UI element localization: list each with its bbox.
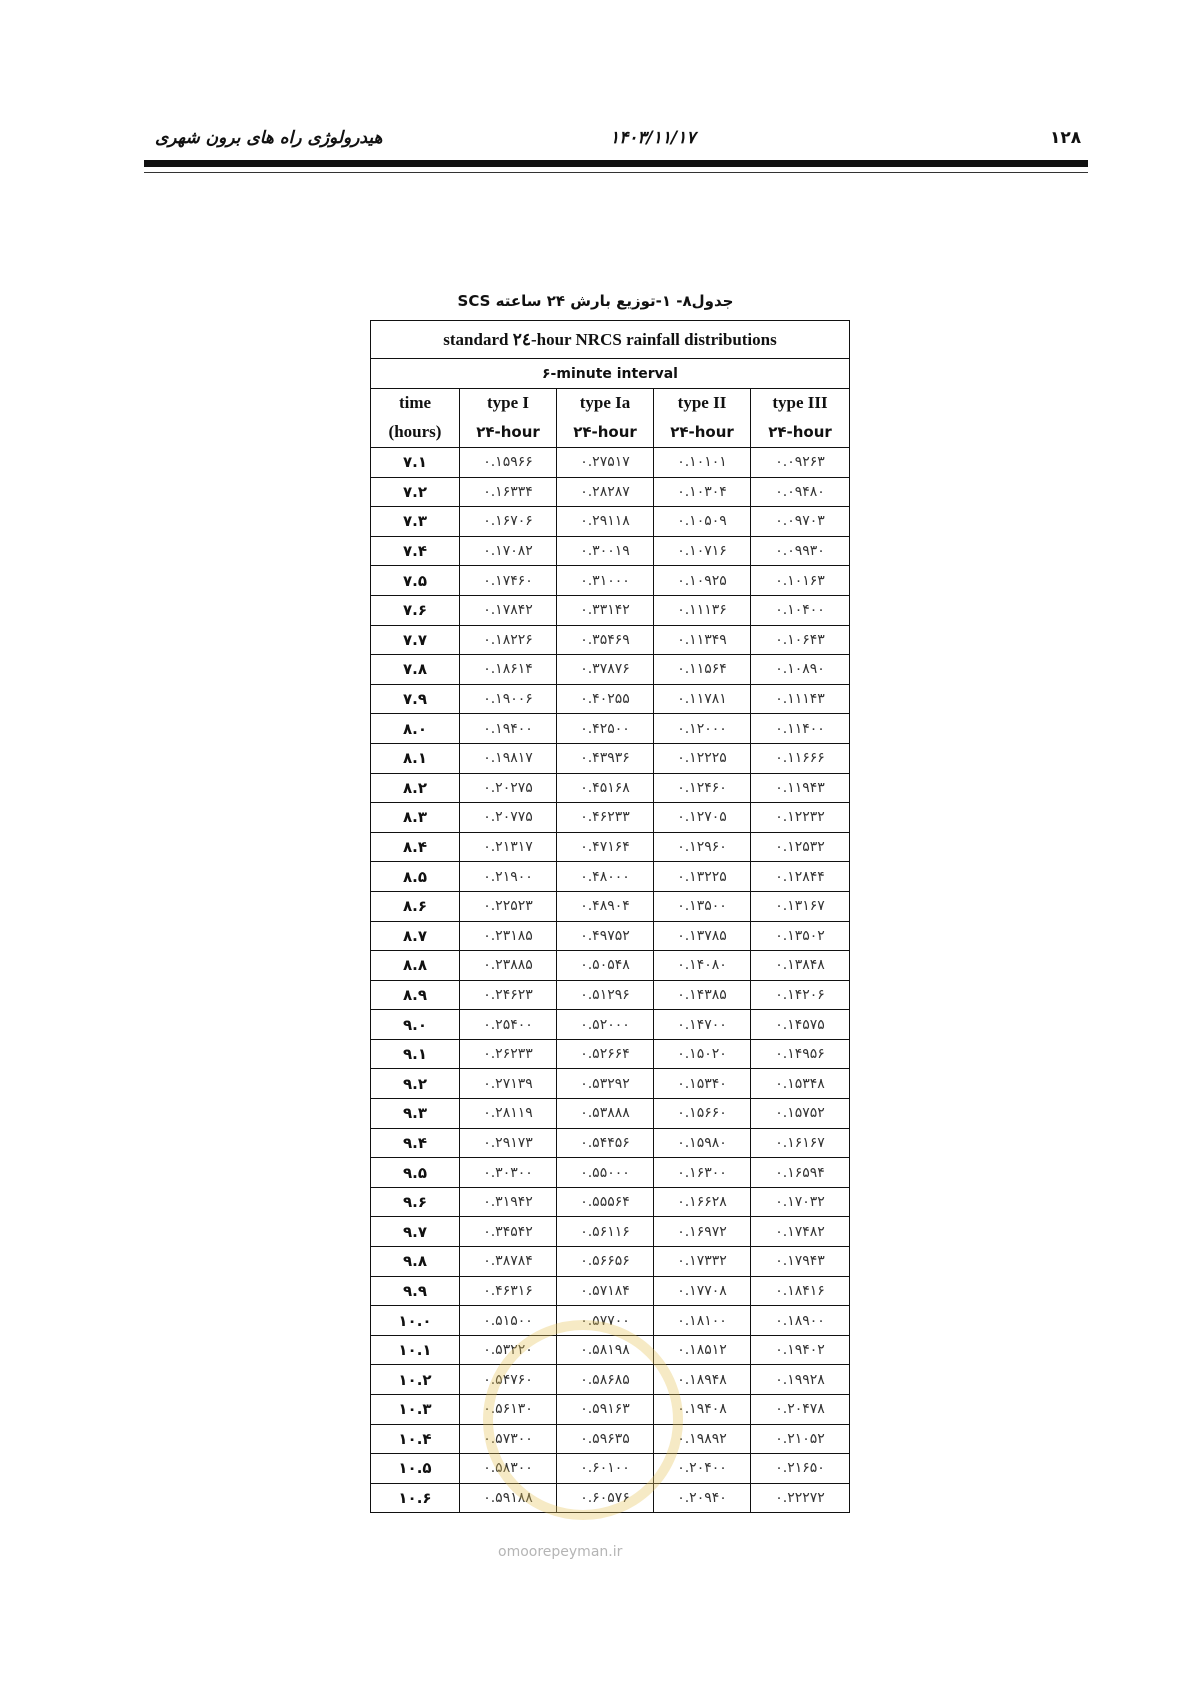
value-cell: ۰.۱۰۴۰۰ [751, 595, 850, 625]
value-cell: ۰.۲۰۲۷۵ [460, 773, 557, 803]
value-cell: ۰.۱۹۹۲۸ [751, 1365, 850, 1395]
header-rule-thick [144, 160, 1088, 167]
value-cell: ۰.۳۰۳۰۰ [460, 1158, 557, 1188]
table-row [371, 1069, 850, 1099]
time-cell: ۸.۴ [371, 832, 460, 862]
table-row [371, 921, 850, 951]
value-cell: ۰.۳۱۰۰۰ [557, 566, 654, 596]
table-row [371, 507, 850, 537]
value-cell: ۰.۱۶۹۷۲ [654, 1217, 751, 1247]
column-header: type III [751, 389, 850, 417]
value-cell: ۰.۴۸۰۰۰ [557, 862, 654, 892]
time-cell: ۸.۱ [371, 743, 460, 773]
value-cell: ۰.۱۱۱۴۳ [751, 684, 850, 714]
value-cell: ۰.۶۰۵۷۶ [557, 1483, 654, 1513]
table-row [371, 1010, 850, 1040]
page-number: ۱۲۸ [1050, 128, 1082, 148]
value-cell: ۰.۱۴۷۰۰ [654, 1010, 751, 1040]
value-cell: ۰.۵۲۶۶۴ [557, 1039, 654, 1069]
value-cell: ۰.۵۶۶۵۶ [557, 1247, 654, 1277]
value-cell: ۰.۱۱۵۶۴ [654, 655, 751, 685]
value-cell: ۰.۵۸۶۸۵ [557, 1365, 654, 1395]
value-cell: ۰.۱۵۳۴۰ [654, 1069, 751, 1099]
value-cell: ۰.۱۷۹۴۳ [751, 1247, 850, 1277]
table-row [371, 1454, 850, 1484]
header-date: ۱۴۰۳/۱۱/۱۷ [610, 128, 696, 148]
value-cell: ۰.۳۱۹۴۲ [460, 1187, 557, 1217]
value-cell: ۰.۱۵۷۵۲ [751, 1099, 850, 1129]
table-row [371, 980, 850, 1010]
value-cell: ۰.۱۵۰۲۰ [654, 1039, 751, 1069]
watermark-text: omoorepeyman.ir [498, 1544, 623, 1560]
table-row [371, 1247, 850, 1277]
time-cell: ۸.۵ [371, 862, 460, 892]
value-cell: ۰.۱۰۳۰۴ [654, 477, 751, 507]
time-cell: ۱۰.۶ [371, 1483, 460, 1513]
table-row [371, 655, 850, 685]
value-cell: ۰.۵۸۱۹۸ [557, 1335, 654, 1365]
value-cell: ۰.۱۶۳۰۰ [654, 1158, 751, 1188]
value-cell: ۰.۱۲۸۴۴ [751, 862, 850, 892]
value-cell: ۰.۲۲۲۷۲ [751, 1483, 850, 1513]
value-cell: ۰.۱۰۶۴۳ [751, 625, 850, 655]
value-cell: ۰.۱۹۴۰۲ [751, 1335, 850, 1365]
value-cell: ۰.۱۴۰۸۰ [654, 951, 751, 981]
table-row [371, 536, 850, 566]
value-cell: ۰.۱۵۹۶۶ [460, 448, 557, 478]
value-cell: ۰.۱۶۶۲۸ [654, 1187, 751, 1217]
value-cell: ۰.۱۰۷۱۶ [654, 536, 751, 566]
table-row [371, 1395, 850, 1425]
time-cell: ۸.۹ [371, 980, 460, 1010]
value-cell: ۰.۱۹۴۰۰ [460, 714, 557, 744]
time-cell: ۷.۵ [371, 566, 460, 596]
value-cell: ۰.۱۸۲۲۶ [460, 625, 557, 655]
table-caption: جدول۸- ۱-توزیع بارش ۲۴ ساعته SCS [457, 292, 734, 310]
time-cell: ۹.۵ [371, 1158, 460, 1188]
time-cell: ۸.۰ [371, 714, 460, 744]
time-cell: ۹.۴ [371, 1128, 460, 1158]
value-cell: ۰.۲۸۲۸۷ [557, 477, 654, 507]
value-cell: ۰.۱۱۴۰۰ [751, 714, 850, 744]
time-cell: ۸.۶ [371, 891, 460, 921]
table-row [371, 1187, 850, 1217]
value-cell: ۰.۰۹۹۳۰ [751, 536, 850, 566]
time-cell: ۱۰.۰ [371, 1306, 460, 1336]
value-cell: ۰.۱۷۰۸۲ [460, 536, 557, 566]
table-row [371, 595, 850, 625]
value-cell: ۰.۱۶۱۶۷ [751, 1128, 850, 1158]
value-cell: ۰.۵۷۱۸۴ [557, 1276, 654, 1306]
value-cell: ۰.۱۳۷۸۵ [654, 921, 751, 951]
value-cell: ۰.۰۹۷۰۳ [751, 507, 850, 537]
column-unit: ۲۴-hour [557, 416, 654, 448]
rainfall-distribution-table [370, 320, 850, 1513]
value-cell: ۰.۱۲۷۰۵ [654, 803, 751, 833]
time-cell: ۸.۳ [371, 803, 460, 833]
time-cell: ۷.۱ [371, 448, 460, 478]
value-cell: ۰.۴۶۲۳۳ [557, 803, 654, 833]
value-cell: ۰.۰۹۴۸۰ [751, 477, 850, 507]
table-row [371, 1276, 850, 1306]
value-cell: ۰.۱۹۴۰۸ [654, 1395, 751, 1425]
value-cell: ۰.۱۸۹۰۰ [751, 1306, 850, 1336]
time-cell: ۷.۸ [371, 655, 460, 685]
value-cell: ۰.۲۸۱۱۹ [460, 1099, 557, 1129]
value-cell: ۰.۱۵۹۸۰ [654, 1128, 751, 1158]
time-cell: ۷.۷ [371, 625, 460, 655]
table-row [371, 1158, 850, 1188]
value-cell: ۰.۵۲۰۰۰ [557, 1010, 654, 1040]
table-row [371, 832, 850, 862]
table-title: standard ٢٤-hour NRCS rainfall distributions [371, 321, 850, 359]
column-unit: ۲۴-hour [751, 416, 850, 448]
value-cell: ۰.۱۲۵۳۲ [751, 832, 850, 862]
column-header: type II [654, 389, 751, 417]
value-cell: ۰.۱۰۹۲۵ [654, 566, 751, 596]
table-row [371, 1483, 850, 1513]
value-cell: ۰.۵۸۳۰۰ [460, 1454, 557, 1484]
value-cell: ۰.۵۵۵۶۴ [557, 1187, 654, 1217]
value-cell: ۰.۵۷۳۰۰ [460, 1424, 557, 1454]
time-cell: ۷.۹ [371, 684, 460, 714]
value-cell: ۰.۱۹۸۹۲ [654, 1424, 751, 1454]
value-cell: ۰.۵۳۲۹۲ [557, 1069, 654, 1099]
table-row [371, 1128, 850, 1158]
value-cell: ۰.۵۱۲۹۶ [557, 980, 654, 1010]
value-cell: ۰.۳۸۷۸۴ [460, 1247, 557, 1277]
value-cell: ۰.۱۸۴۱۶ [751, 1276, 850, 1306]
column-unit: (hours) [371, 416, 460, 448]
value-cell: ۰.۱۲۰۰۰ [654, 714, 751, 744]
value-cell: ۰.۲۰۷۷۵ [460, 803, 557, 833]
value-cell: ۰.۱۵۳۴۸ [751, 1069, 850, 1099]
value-cell: ۰.۲۰۴۰۰ [654, 1454, 751, 1484]
table-row [371, 1306, 850, 1336]
value-cell: ۰.۱۶۷۰۶ [460, 507, 557, 537]
value-cell: ۰.۳۳۱۴۲ [557, 595, 654, 625]
value-cell: ۰.۱۰۱۶۳ [751, 566, 850, 596]
value-cell: ۰.۵۷۷۰۰ [557, 1306, 654, 1336]
time-cell: ۱۰.۴ [371, 1424, 460, 1454]
time-cell: ۹.۲ [371, 1069, 460, 1099]
time-cell: ۷.۳ [371, 507, 460, 537]
value-cell: ۰.۳۵۴۶۹ [557, 625, 654, 655]
value-cell: ۰.۲۷۵۱۷ [557, 448, 654, 478]
value-cell: ۰.۲۶۲۳۳ [460, 1039, 557, 1069]
table-subtitle: ۶-minute interval [371, 359, 850, 389]
value-cell: ۰.۱۸۱۰۰ [654, 1306, 751, 1336]
column-unit: ۲۴-hour [460, 416, 557, 448]
header-rule-thin [144, 172, 1088, 173]
value-cell: ۰.۲۵۴۰۰ [460, 1010, 557, 1040]
value-cell: ۰.۲۱۰۵۲ [751, 1424, 850, 1454]
value-cell: ۰.۱۱۳۴۹ [654, 625, 751, 655]
value-cell: ۰.۱۶۳۳۴ [460, 477, 557, 507]
column-header: time [371, 389, 460, 417]
value-cell: ۰.۱۴۹۵۶ [751, 1039, 850, 1069]
value-cell: ۰.۱۳۱۶۷ [751, 891, 850, 921]
time-cell: ۹.۹ [371, 1276, 460, 1306]
value-cell: ۰.۴۸۹۰۴ [557, 891, 654, 921]
table-row [371, 743, 850, 773]
value-cell: ۰.۱۰۱۰۱ [654, 448, 751, 478]
column-header: type I [460, 389, 557, 417]
value-cell: ۰.۱۰۸۹۰ [751, 655, 850, 685]
column-unit: ۲۴-hour [654, 416, 751, 448]
column-header: type Ia [557, 389, 654, 417]
value-cell: ۰.۳۴۵۴۲ [460, 1217, 557, 1247]
value-cell: ۰.۱۳۵۰۲ [751, 921, 850, 951]
time-cell: ۱۰.۵ [371, 1454, 460, 1484]
table-row [371, 625, 850, 655]
value-cell: ۰.۱۱۹۴۳ [751, 773, 850, 803]
time-cell: ۱۰.۲ [371, 1365, 460, 1395]
value-cell: ۰.۱۵۶۶۰ [654, 1099, 751, 1129]
value-cell: ۰.۵۹۱۶۳ [557, 1395, 654, 1425]
table-row [371, 1424, 850, 1454]
value-cell: ۰.۰۹۲۶۳ [751, 448, 850, 478]
value-cell: ۰.۵۴۷۶۰ [460, 1365, 557, 1395]
time-cell: ۸.۷ [371, 921, 460, 951]
time-cell: ۹.۸ [371, 1247, 460, 1277]
value-cell: ۰.۵۹۱۸۸ [460, 1483, 557, 1513]
value-cell: ۰.۵۶۱۱۶ [557, 1217, 654, 1247]
table-row [371, 684, 850, 714]
time-cell: ۷.۶ [371, 595, 460, 625]
value-cell: ۰.۱۰۵۰۹ [654, 507, 751, 537]
value-cell: ۰.۵۶۱۳۰ [460, 1395, 557, 1425]
time-cell: ۹.۱ [371, 1039, 460, 1069]
value-cell: ۰.۱۷۰۳۲ [751, 1187, 850, 1217]
value-cell: ۰.۲۰۴۷۸ [751, 1395, 850, 1425]
value-cell: ۰.۵۴۴۵۶ [557, 1128, 654, 1158]
value-cell: ۰.۲۳۱۸۵ [460, 921, 557, 951]
book-title: هیدرولوژی راه های برون شهری [155, 128, 383, 148]
value-cell: ۰.۱۲۲۲۵ [654, 743, 751, 773]
value-cell: ۰.۱۴۳۸۵ [654, 980, 751, 1010]
table-row [371, 477, 850, 507]
value-cell: ۰.۱۴۵۷۵ [751, 1010, 850, 1040]
value-cell: ۰.۲۱۳۱۷ [460, 832, 557, 862]
value-cell: ۰.۱۸۹۴۸ [654, 1365, 751, 1395]
value-cell: ۰.۵۳۲۲۰ [460, 1335, 557, 1365]
value-cell: ۰.۴۳۹۳۶ [557, 743, 654, 773]
table-row [371, 862, 850, 892]
value-cell: ۰.۴۹۷۵۲ [557, 921, 654, 951]
value-cell: ۰.۵۹۶۳۵ [557, 1424, 654, 1454]
table-row [371, 1039, 850, 1069]
value-cell: ۰.۱۷۴۸۲ [751, 1217, 850, 1247]
value-cell: ۰.۱۷۴۶۰ [460, 566, 557, 596]
value-cell: ۰.۶۰۱۰۰ [557, 1454, 654, 1484]
value-cell: ۰.۱۳۲۲۵ [654, 862, 751, 892]
value-cell: ۰.۱۲۴۶۰ [654, 773, 751, 803]
value-cell: ۰.۲۹۱۱۸ [557, 507, 654, 537]
time-cell: ۹.۰ [371, 1010, 460, 1040]
time-cell: ۹.۳ [371, 1099, 460, 1129]
value-cell: ۰.۱۴۲۰۶ [751, 980, 850, 1010]
time-cell: ۹.۶ [371, 1187, 460, 1217]
time-cell: ۱۰.۳ [371, 1395, 460, 1425]
table-row [371, 1217, 850, 1247]
value-cell: ۰.۱۱۷۸۱ [654, 684, 751, 714]
value-cell: ۰.۵۵۰۰۰ [557, 1158, 654, 1188]
value-cell: ۰.۵۳۸۸۸ [557, 1099, 654, 1129]
value-cell: ۰.۵۱۵۰۰ [460, 1306, 557, 1336]
table-row [371, 891, 850, 921]
time-cell: ۷.۲ [371, 477, 460, 507]
value-cell: ۰.۱۲۲۳۲ [751, 803, 850, 833]
value-cell: ۰.۲۲۵۲۳ [460, 891, 557, 921]
value-cell: ۰.۱۷۸۴۲ [460, 595, 557, 625]
table-row [371, 1099, 850, 1129]
value-cell: ۰.۱۳۵۰۰ [654, 891, 751, 921]
value-cell: ۰.۱۶۵۹۴ [751, 1158, 850, 1188]
value-cell: ۰.۱۱۱۳۶ [654, 595, 751, 625]
value-cell: ۰.۱۸۶۱۴ [460, 655, 557, 685]
value-cell: ۰.۲۴۶۲۳ [460, 980, 557, 1010]
value-cell: ۰.۴۲۵۰۰ [557, 714, 654, 744]
time-cell: ۸.۸ [371, 951, 460, 981]
value-cell: ۰.۲۳۸۸۵ [460, 951, 557, 981]
value-cell: ۰.۱۱۶۶۶ [751, 743, 850, 773]
value-cell: ۰.۱۹۸۱۷ [460, 743, 557, 773]
value-cell: ۰.۲۰۹۴۰ [654, 1483, 751, 1513]
time-cell: ۸.۲ [371, 773, 460, 803]
time-cell: ۷.۴ [371, 536, 460, 566]
value-cell: ۰.۱۷۷۰۸ [654, 1276, 751, 1306]
table-row [371, 803, 850, 833]
rainfall-table-container [370, 320, 849, 1513]
table-row [371, 566, 850, 596]
value-cell: ۰.۲۱۹۰۰ [460, 862, 557, 892]
time-cell: ۹.۷ [371, 1217, 460, 1247]
value-cell: ۰.۱۸۵۱۲ [654, 1335, 751, 1365]
table-row [371, 714, 850, 744]
value-cell: ۰.۱۲۹۶۰ [654, 832, 751, 862]
table-row [371, 1365, 850, 1395]
value-cell: ۰.۴۰۲۵۵ [557, 684, 654, 714]
table-row [371, 1335, 850, 1365]
value-cell: ۰.۴۵۱۶۸ [557, 773, 654, 803]
value-cell: ۰.۳۷۸۷۶ [557, 655, 654, 685]
value-cell: ۰.۵۰۵۴۸ [557, 951, 654, 981]
table-row [371, 448, 850, 478]
time-cell: ۱۰.۱ [371, 1335, 460, 1365]
value-cell: ۰.۱۹۰۰۶ [460, 684, 557, 714]
value-cell: ۰.۴۷۱۶۴ [557, 832, 654, 862]
table-row [371, 951, 850, 981]
value-cell: ۰.۲۷۱۳۹ [460, 1069, 557, 1099]
value-cell: ۰.۳۰۰۱۹ [557, 536, 654, 566]
value-cell: ۰.۴۶۳۱۶ [460, 1276, 557, 1306]
value-cell: ۰.۱۷۳۳۲ [654, 1247, 751, 1277]
value-cell: ۰.۲۹۱۷۳ [460, 1128, 557, 1158]
table-row [371, 773, 850, 803]
value-cell: ۰.۱۳۸۴۸ [751, 951, 850, 981]
value-cell: ۰.۲۱۶۵۰ [751, 1454, 850, 1484]
